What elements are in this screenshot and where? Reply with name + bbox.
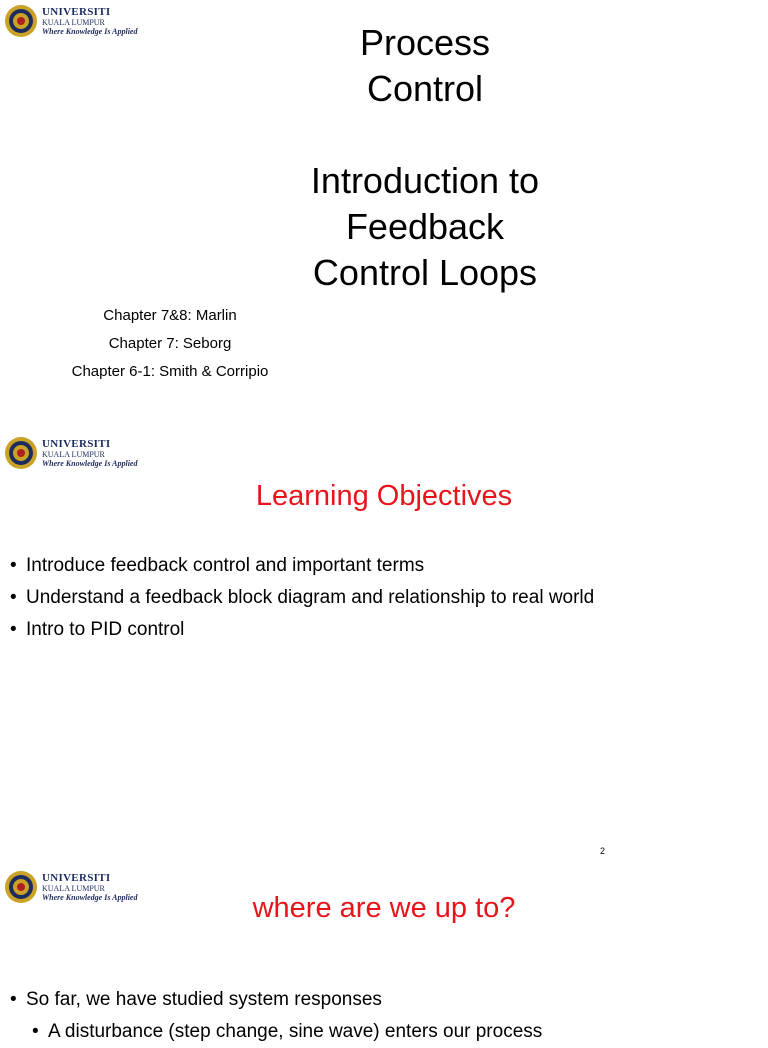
page-number: 2 — [600, 846, 606, 856]
slide-3 — [0, 864, 768, 1042]
university-logo — [4, 436, 137, 470]
sub-list-item: • A disturbance (step change, sine wave) enters our process — [32, 1021, 543, 1042]
title-line: Feedback — [345, 206, 505, 247]
logo-line2: KUALA LUMPUR — [42, 883, 105, 893]
bullet-text: So far, we have studied system responses — [26, 989, 382, 1010]
slide-1 — [0, 0, 768, 420]
title-spacer — [280, 112, 570, 158]
logo-line1: UNIVERSITI — [42, 5, 111, 18]
slide-title — [280, 20, 570, 296]
chapter-ref: Chapter 7&8: Marlin — [103, 307, 237, 324]
slide-heading: Learning Objectives — [255, 480, 513, 512]
logo-line2: KUALA LUMPUR — [42, 17, 105, 27]
university-seal-icon — [4, 436, 38, 470]
list-item: • Understand a feedback block diagram and relationship to real world — [10, 587, 595, 608]
slide-2 — [0, 430, 768, 860]
logo-tagline: Where Knowledge Is Applied — [42, 892, 138, 902]
logo-line1: UNIVERSITI — [42, 437, 111, 450]
title-line: Process — [359, 22, 491, 63]
slide-heading: where are we up to? — [252, 892, 516, 924]
title-line: Control — [366, 68, 484, 109]
logo-tagline: Where Knowledge Is Applied — [42, 458, 138, 468]
title-line: Introduction to — [310, 160, 540, 201]
objectives-list — [10, 550, 594, 646]
bullet-text: Intro to PID control — [26, 619, 185, 640]
chapter-ref: Chapter 7: Seborg — [108, 335, 232, 352]
logo-line2: KUALA LUMPUR — [42, 449, 105, 459]
bullet-text: Understand a feedback block diagram and relationship to real world — [26, 587, 595, 608]
list-item: • So far, we have studied system responses — [10, 989, 382, 1010]
list-item: • Introduce feedback control and important terms — [10, 555, 425, 576]
university-logo — [4, 4, 137, 38]
university-seal-icon — [4, 4, 38, 38]
chapter-ref: Chapter 6-1: Smith & Corripio — [71, 363, 269, 380]
logo-line1: UNIVERSITI — [42, 871, 111, 884]
list-item: • Intro to PID control — [10, 619, 185, 640]
progress-list — [10, 984, 542, 1048]
sub-bullet-text: A disturbance (step change, sine wave) enters our process — [48, 1021, 543, 1042]
chapter-references — [20, 302, 320, 386]
logo-tagline: Where Knowledge Is Applied — [42, 26, 138, 36]
title-line: Control Loops — [312, 252, 538, 293]
bullet-text: Introduce feedback control and important terms — [26, 555, 425, 576]
